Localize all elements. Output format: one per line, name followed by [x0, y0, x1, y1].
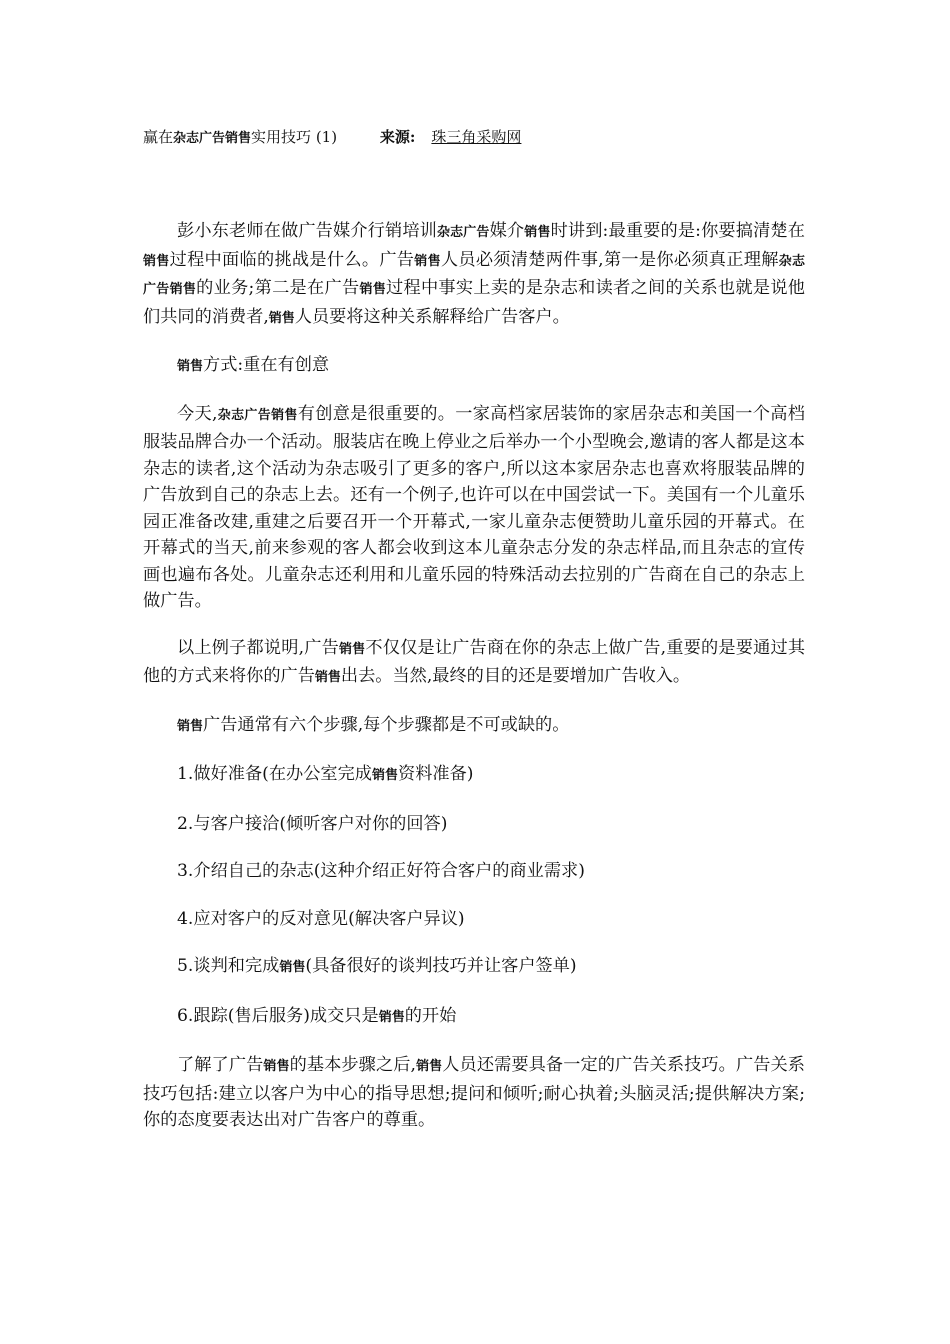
source-label: 来源: — [379, 128, 416, 146]
paragraph-skills — [143, 1052, 805, 1134]
article-header — [143, 127, 521, 149]
text: 不仅仅是让广告商在你的杂志上做广告,重要的是要通过其他的方式来将你的广告 — [143, 637, 806, 686]
text: 广告通常有六个步骤,每个步骤都是不可或缺的。 — [203, 714, 570, 735]
step-item — [143, 1003, 805, 1032]
paragraph-conclusion — [143, 635, 805, 692]
title-prefix: 赢在 — [143, 128, 174, 146]
keyword: 销售 — [143, 253, 170, 269]
text: 媒介 — [489, 221, 525, 241]
keyword: 销售 — [371, 768, 398, 783]
keyword: 销售 — [279, 960, 306, 975]
text: 时讲到:最重要的是:你要搞清楚在 — [550, 221, 805, 241]
text: 的业务;第二是在广告 — [196, 278, 360, 298]
step-item — [143, 858, 805, 885]
text: 6.跟踪(售后服务)成交只是 — [177, 1005, 379, 1026]
text: 过程中事实上卖的是杂志和读者之间的关系也就是说他们共同的消费者, — [143, 278, 805, 327]
text: 4.应对客户的反对意见(解决客户异议) — [177, 908, 465, 929]
text: 了解了广告 — [177, 1055, 264, 1075]
keyword: 销售 — [415, 1059, 443, 1074]
text: 人员要将这种关系解释给广告客户。 — [294, 306, 570, 327]
keyword: 销售 — [263, 1059, 290, 1074]
title-suffix: 实用技巧 — [251, 128, 312, 146]
text: 1.做好准备(在办公室完成 — [177, 764, 372, 784]
step-item — [143, 761, 805, 790]
section-heading — [143, 352, 805, 381]
keyword: 销售 — [268, 310, 295, 326]
text: 的开始 — [404, 1005, 457, 1026]
paragraph-intro — [143, 218, 805, 332]
text: 资料准备) — [398, 764, 474, 784]
text: 的基本步骤之后, — [289, 1055, 416, 1075]
text: 5.谈判和完成 — [177, 956, 280, 976]
keyword: 杂志广告 — [437, 225, 490, 240]
text: 以上例子都说明,广告 — [177, 637, 339, 658]
step-item — [143, 811, 805, 838]
keyword: 销售 — [338, 641, 366, 657]
step-item — [143, 906, 805, 933]
text: 人员必须清楚两件事,第一是你必须真正理解 — [440, 249, 779, 270]
step-item — [143, 953, 805, 982]
keyword: 销售 — [177, 359, 204, 374]
text: 过程中面临的挑战是什么。广告 — [169, 249, 415, 270]
keyword: 销售 — [359, 282, 387, 297]
keyword: 销售 — [414, 253, 441, 269]
keyword: 销售 — [177, 718, 204, 734]
keyword: 杂志广告销售 — [143, 253, 805, 297]
paragraph-examples — [143, 401, 805, 615]
text: 人员还需要具备一定的广告关系技巧。广告关系技巧包括:建立以客户为中心的指导思想;提问和倾听;耐心执着;头脑灵活;提供解决方案;你的态度要表达出对广告客户的尊重。 — [143, 1055, 805, 1130]
keyword: 销售 — [314, 670, 341, 685]
text: 出去。当然,最终的目的还是要增加广告收入。 — [340, 666, 691, 686]
title-keyword: 杂志广告销售 — [173, 131, 252, 146]
title-number: (1) — [315, 128, 338, 146]
text: 方式:重在有创意 — [203, 355, 330, 375]
text: (具备很好的谈判技巧并让客户签单) — [305, 956, 577, 976]
keyword: 销售 — [378, 1009, 405, 1025]
keyword: 杂志广告销售 — [217, 407, 298, 423]
article-body — [143, 218, 805, 1154]
text: 彭小东老师在做广告媒介行销培训 — [177, 221, 437, 241]
keyword: 销售 — [524, 225, 551, 240]
source-link[interactable]: 珠三角采购网 — [431, 128, 522, 146]
text: 有创意是很重要的。一家高档家居装饰的家居杂志和美国一个高档服装品牌合办一个活动。服装店在晚上停业之后举办一个小型晚会,邀请的客人都是这本杂志的读者,这个活动为杂志吸引了更多的客户,所以这本家居杂志也喜欢将服装品牌的广告放到自己的杂志上去。还有一个例子,也许可以在中国尝试一下。美国有一个儿童乐园正准备改建,重建之后要召开一个开幕式,一家儿童杂志便赞助儿童乐园的开幕式。在开幕式的当天,前来参观的客人都会收到这本儿童杂志分发的杂志样品,而且杂志的宣传画也遍布各处。儿童杂志还利用和儿童乐园的特殊活动去拉别的广告商在自己的杂志上做广告。 — [143, 403, 805, 611]
text: 2.与客户接洽(倾听客户对你的回答) — [177, 813, 448, 834]
steps-intro — [143, 712, 805, 741]
text: 今天, — [177, 403, 218, 424]
text: 3.介绍自己的杂志(这种介绍正好符合客户的商业需求) — [177, 861, 585, 881]
